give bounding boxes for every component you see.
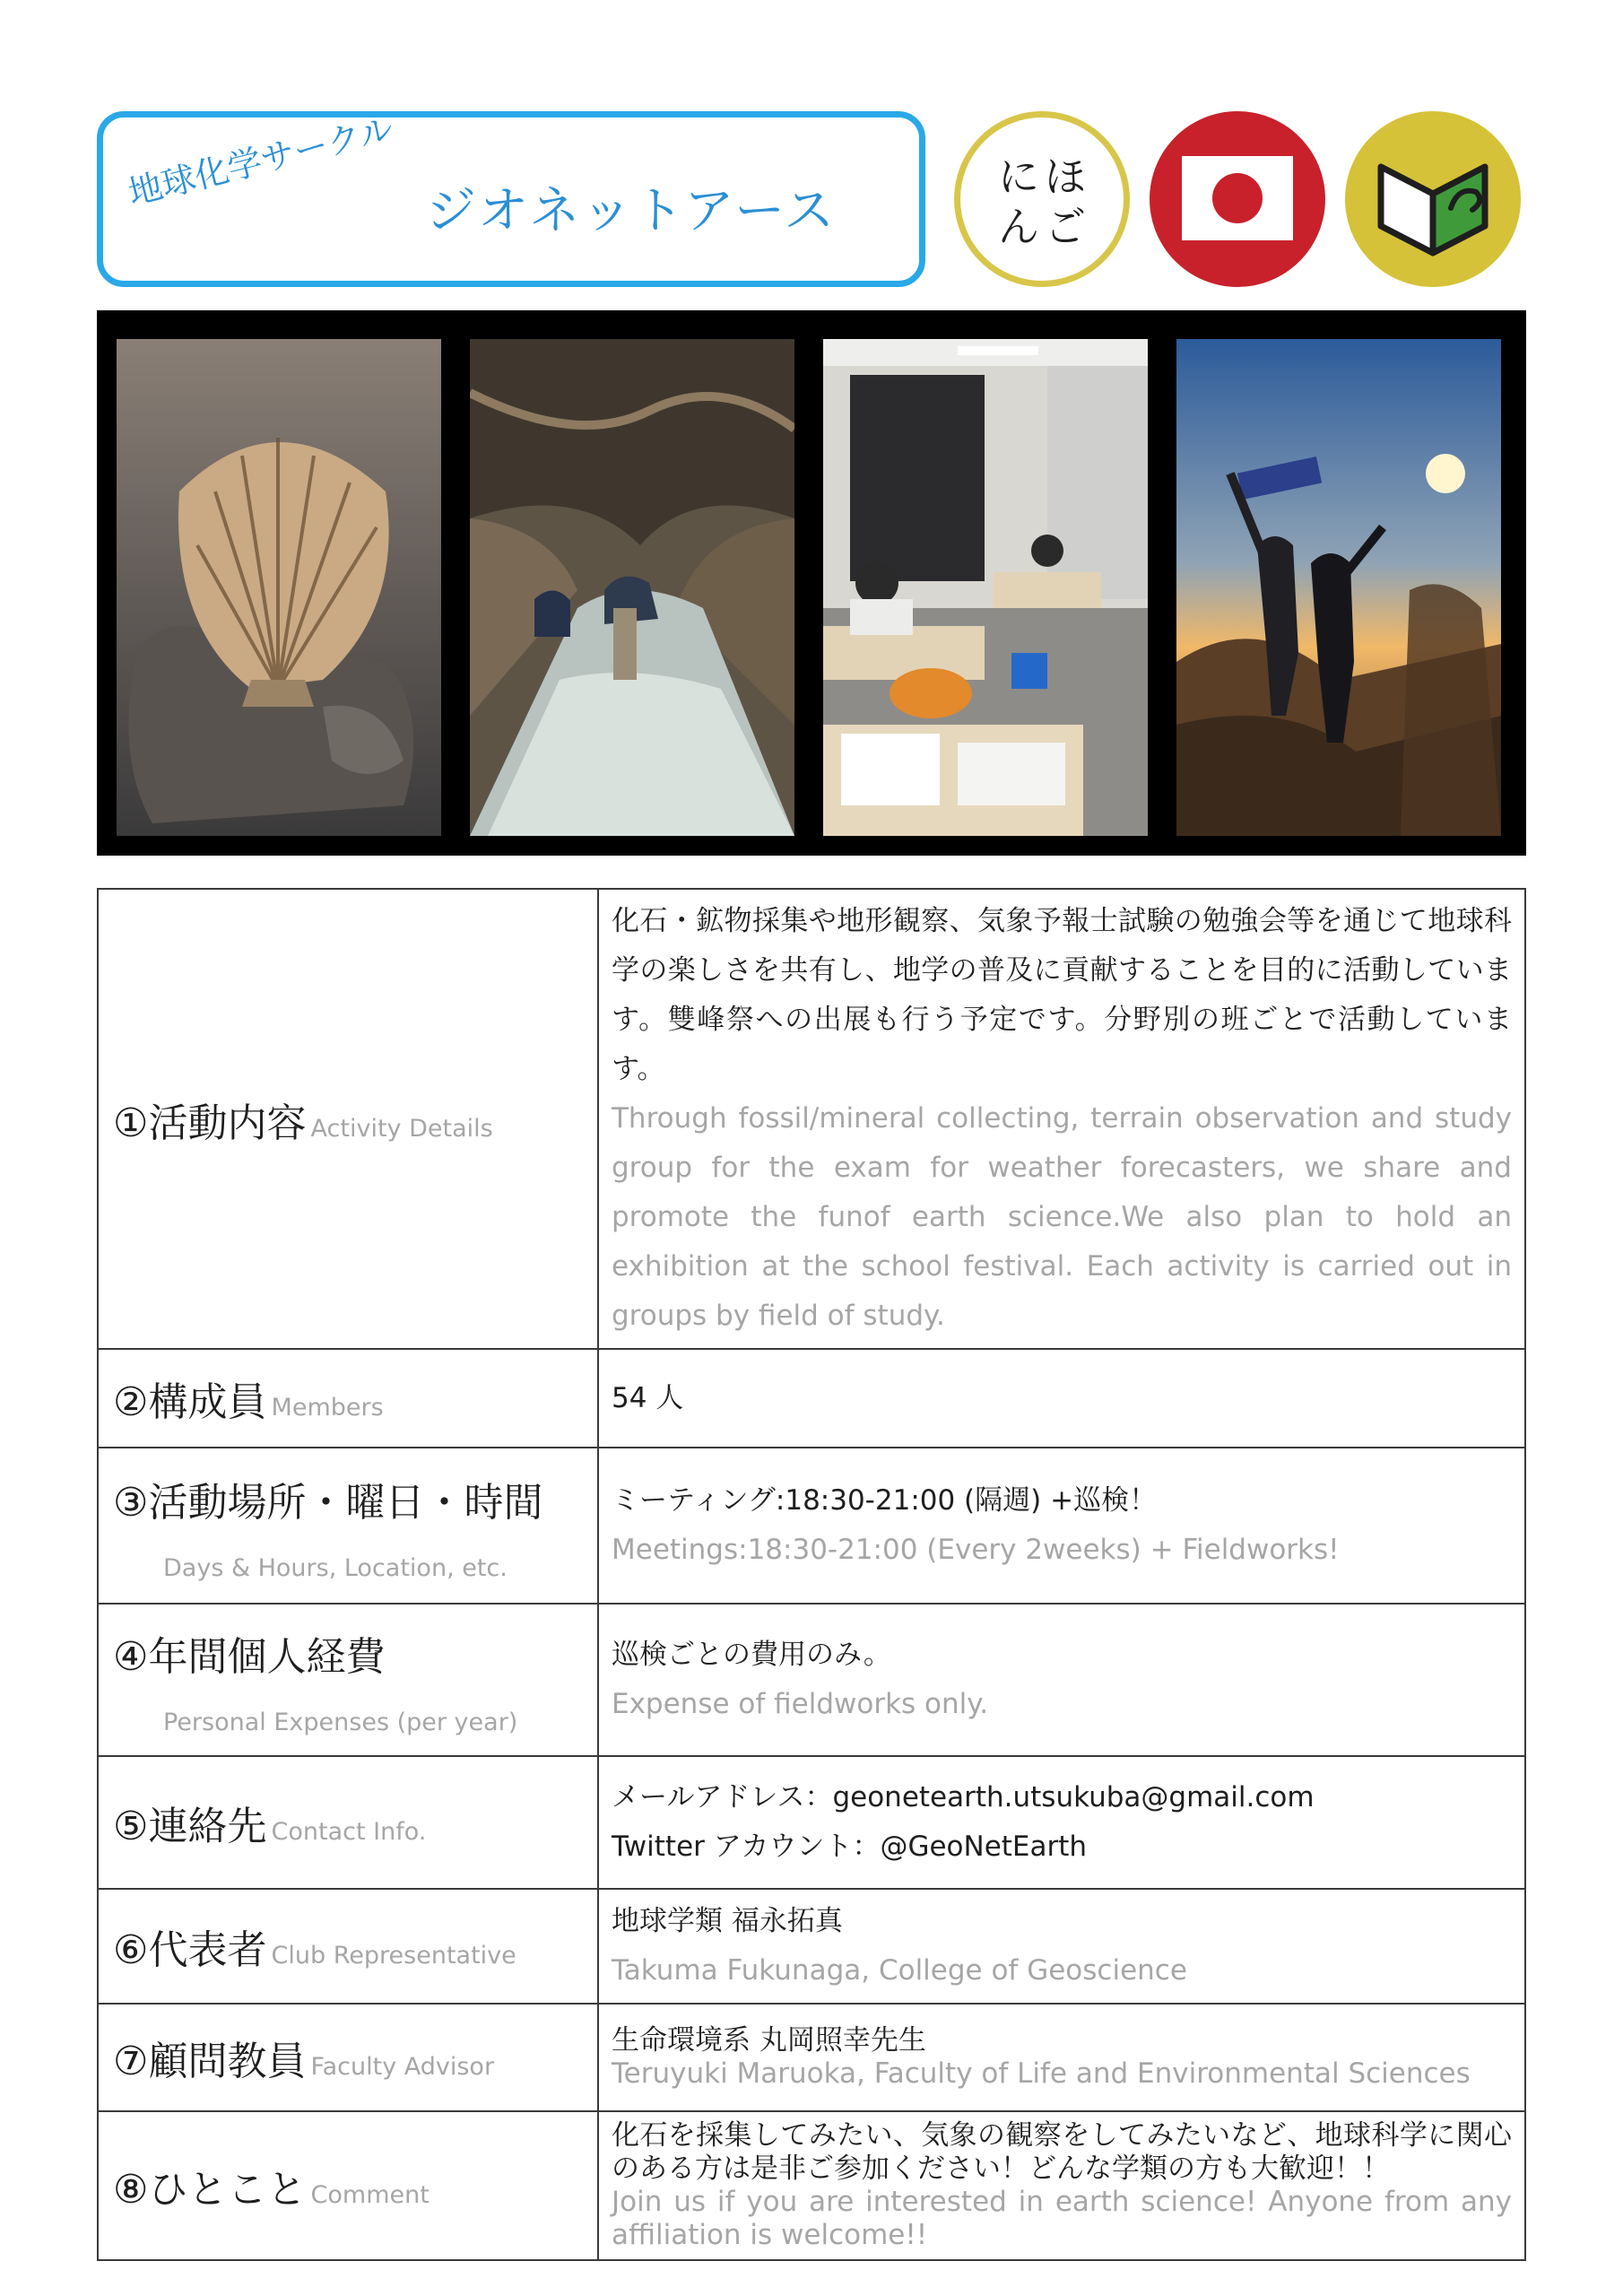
activity-details-row	[98, 889, 1525, 1349]
expenses-row	[98, 1604, 1525, 1756]
row-label	[98, 889, 598, 1349]
nihongo-label: にほんご	[998, 152, 1091, 251]
label-ja: ⑦顧問教員	[113, 2039, 307, 2084]
label-ja: ⑥代表者	[113, 1927, 267, 1973]
content-en: Teruyuki Maruoka, Faculty of Life and Environmental Sciences	[612, 2057, 1471, 2090]
contact-row	[98, 1756, 1525, 1889]
label-en: Members	[271, 1394, 384, 1422]
comment-row	[98, 2111, 1525, 2260]
label-ja: ⑧ひとこと	[113, 2167, 307, 2213]
row-label	[98, 1604, 598, 1756]
members-row	[98, 1349, 1525, 1448]
row-content	[598, 889, 1525, 1349]
row-label	[98, 2004, 598, 2111]
label-ja: ⑤連絡先	[113, 1804, 267, 1849]
beginner-mark-icon	[1345, 111, 1521, 287]
row-label	[98, 1889, 598, 2004]
label-ja: ②構成員	[113, 1379, 267, 1425]
advisor-row	[98, 2004, 1525, 2111]
row-content	[598, 1604, 1525, 1756]
label-en: Club Representative	[271, 1942, 516, 1970]
study-meeting-room-photo	[823, 339, 1148, 836]
content-en: Meetings:18:30-21:00 (Every 2weeks) + Fieldworks!	[612, 1534, 1340, 1566]
row-content	[598, 2004, 1525, 2111]
row-label	[98, 1448, 598, 1604]
label-en: Contact Info.	[271, 1818, 427, 1846]
row-content	[598, 2111, 1525, 2260]
flag-sun	[1212, 173, 1263, 223]
schedule-row	[98, 1448, 1525, 1604]
content-ja: ミーティング:18:30-21:00 (隔週) +巡検！	[612, 1484, 1158, 1517]
nihongo-icon	[954, 111, 1130, 287]
row-label	[98, 1349, 598, 1448]
content-en: Through fossil/mineral collecting, terrain observation and study group for the exam for weather forecasters, we share and promote the funof earth science.We also plan to hold an exhibition at the school festival. Each activity is carried out in groups by field of study.	[612, 1102, 1512, 1332]
representative-row	[98, 1889, 1525, 2004]
row-content	[598, 1349, 1525, 1448]
row-content	[598, 1448, 1525, 1604]
row-label	[98, 2111, 598, 2260]
label-en: Comment	[310, 2181, 430, 2209]
label-en: Faculty Advisor	[310, 2053, 495, 2081]
content-en: Expense of fieldworks only.	[612, 1688, 989, 1720]
flag-field	[1182, 156, 1293, 240]
label-en: Activity Details	[310, 1114, 493, 1143]
mountain-sunrise-photo	[1176, 339, 1501, 836]
scallop-fossil-photo	[117, 339, 441, 836]
row-content	[598, 1756, 1525, 1889]
content-ja: 化石を採集してみたい、気象の観察をしてみたいなど、地球科学に関心のある方は是非ご参加ください！どんな学類の方も大歓迎！！	[612, 2119, 1512, 2185]
label-ja: ①活動内容	[113, 1100, 307, 1146]
content-ja: 化石・鉱物採集や地形観察、気象予報士試験の勉強会等を通じて地球科学の楽しさを共有し、地学の普及に貢献することを目的に活動しています。雙峰祭への出展も行う予定です。分野別の班ごとで活動しています。	[612, 905, 1512, 1085]
content-en: Takuma Fukunaga, College of Geoscience	[612, 1954, 1187, 1987]
rock-cave-stream-photo	[470, 339, 794, 836]
club-type: 地球化学サークル	[124, 109, 398, 213]
photo-strip	[97, 310, 1526, 856]
email-contact: メールアドレス：geonetearth.utsukuba@gmail.com	[612, 1781, 1315, 1813]
content-ja: 生命環境系 丸岡照幸先生	[612, 2024, 926, 2057]
club-title-box	[97, 111, 925, 287]
member-count: 54 人	[612, 1381, 684, 1414]
twitter-contact: Twitter アカウント：@GeoNetEarth	[612, 1831, 1088, 1863]
content-en: Join us if you are interested in earth science! Anyone from any affiliation is welcome!!	[612, 2186, 1512, 2251]
label-en: Personal Expenses (per year)	[163, 1708, 518, 1736]
row-label	[98, 1756, 598, 1889]
club-info-table	[97, 888, 1526, 2261]
label-en: Days & Hours, Location, etc.	[163, 1553, 508, 1582]
label-ja: ④年間個人経費	[113, 1633, 386, 1680]
japan-flag-icon	[1150, 111, 1325, 287]
row-content	[598, 1889, 1525, 2004]
label-ja: ③活動場所・曜日・時間	[113, 1479, 543, 1526]
content-ja: 地球学類 福永拓真	[612, 1905, 843, 1937]
content-ja: 巡検ごとの費用のみ。	[612, 1639, 891, 1671]
club-name: ジオネットアース	[426, 182, 837, 240]
